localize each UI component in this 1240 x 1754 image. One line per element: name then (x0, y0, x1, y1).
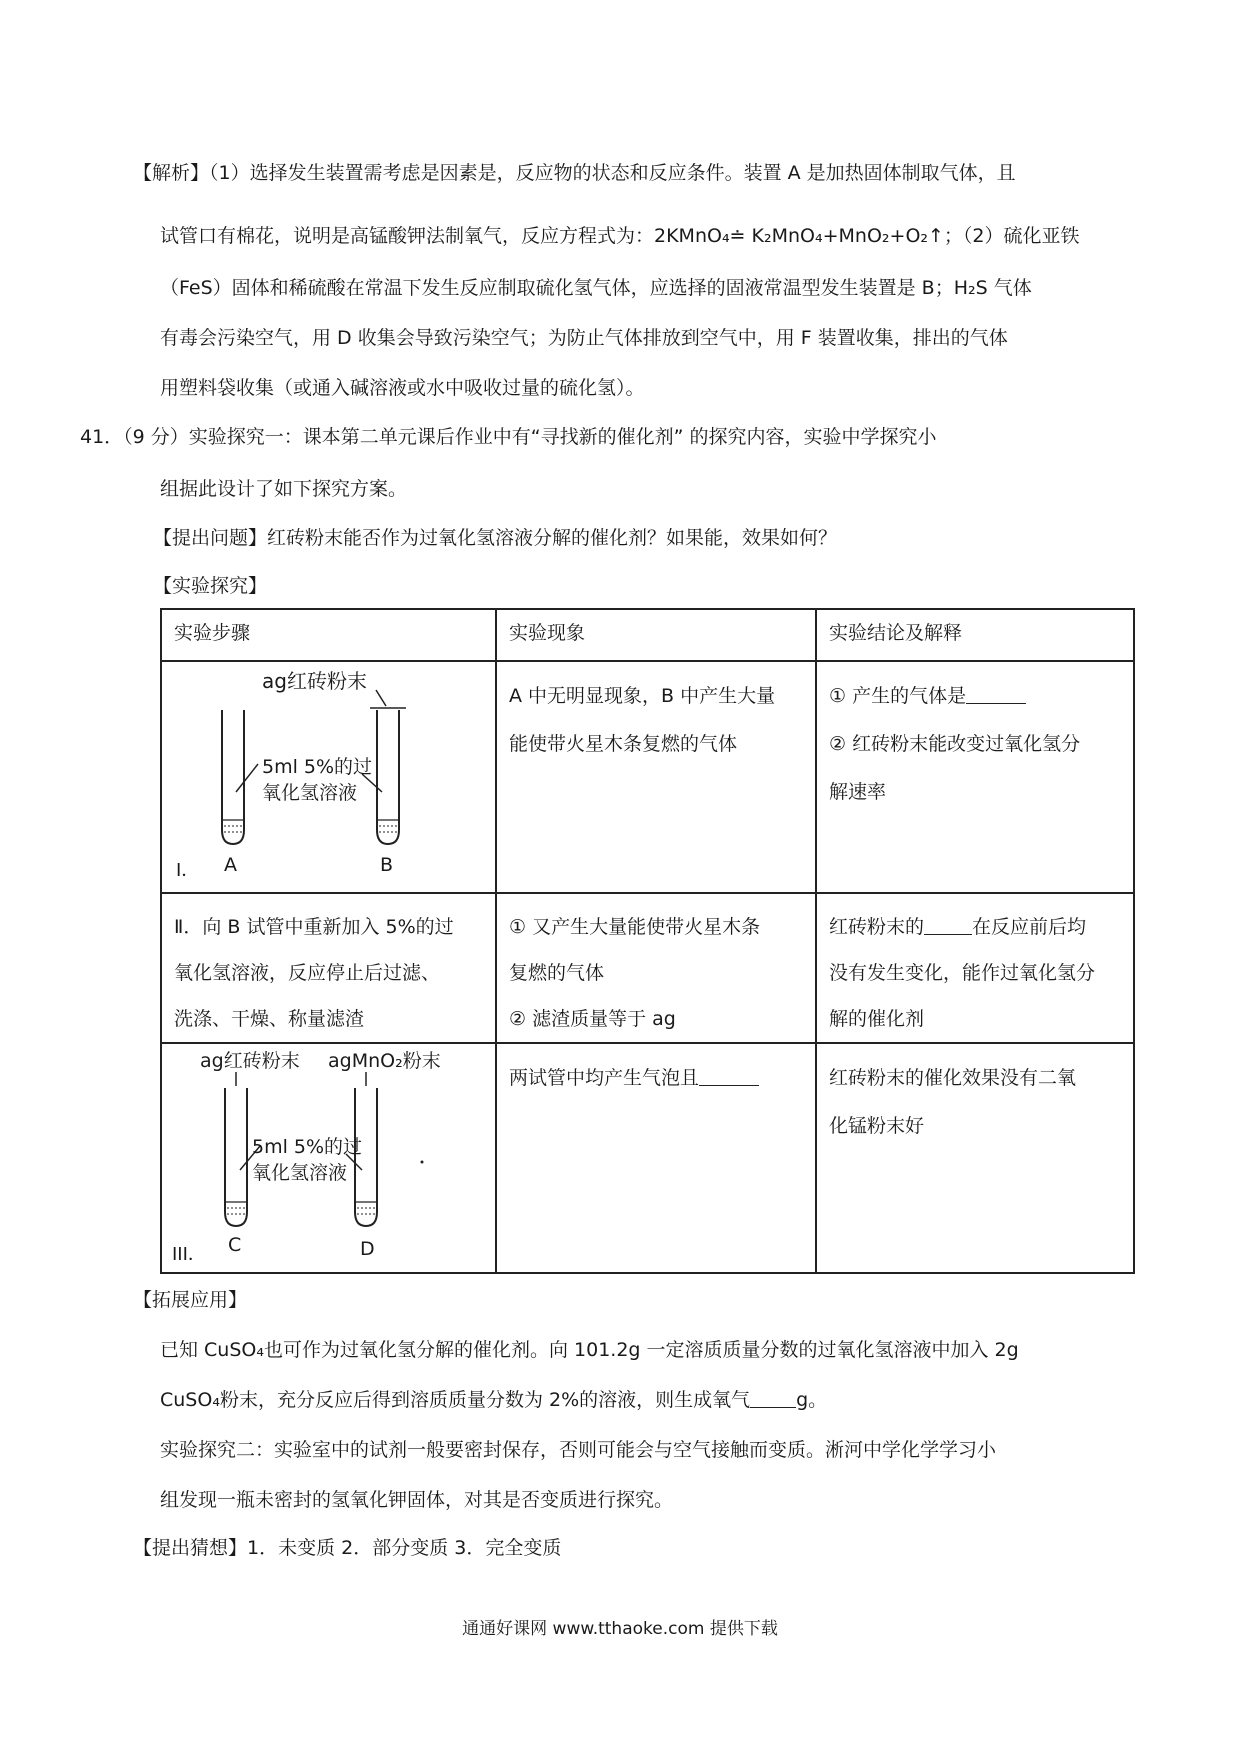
answer-blank-rate[interactable] (699, 1065, 759, 1086)
row3-phenomenon (496, 1043, 816, 1273)
row1-conclusion-line-1: ① 产生的气体是 (829, 672, 1123, 720)
tube-c-label: C (228, 1234, 242, 1256)
row3-conclusion-line-2: 化锰粉末好 (829, 1115, 925, 1137)
tube-d-label: D (360, 1238, 375, 1260)
row2-step (161, 893, 496, 1043)
solution-label-2: 氧化氢溶液 (262, 782, 358, 804)
row2-conclusion-line-2: 没有发生变化，能作过氧化氢分 (829, 962, 1096, 984)
extension-line-2: CuSO₄粉末，充分反应后得到溶质质量分数为 2%的溶液，则生成氧气 g。 (160, 1389, 828, 1411)
row3-step-figure (161, 1043, 496, 1273)
row1-phenomenon-line-2: 能使带火星木条复燃的气体 (509, 733, 738, 755)
analysis-line-2: 试管口有棉花，说明是高锰酸钾法制氧气，反应方程式为：2KMnO₄≐ K₂MnO₄+MnO₂+O₂↑；（2）硫化亚铁 (160, 225, 1080, 247)
row2-conclusion-line-3: 解的催化剂 (829, 1008, 925, 1030)
extension-line-4: 组发现一瓶未密封的氢氧化钾固体，对其是否变质进行探究。 (160, 1489, 674, 1511)
question-prompt: 【提出问题】红砖粉末能否作为过氧化氢溶液分解的催化剂？如果能，效果如何？ (153, 527, 838, 549)
question-41-line-2: 组据此设计了如下探究方案。 (160, 478, 408, 500)
answer-blank-oxygen[interactable] (750, 1387, 796, 1408)
tube-b-label: B (380, 854, 394, 876)
row2-phenomenon-line-3: ② 滤渣质量等于 ag (509, 1008, 676, 1030)
step-label-3: III． (172, 1244, 206, 1265)
experiment-table (160, 608, 1135, 1274)
row1-conclusion-line-3: 解速率 (829, 781, 887, 803)
analysis-line-3: （FeS）固体和稀硫酸在常温下发生反应制取硫化氢气体，应选择的固液常温型发生装置是 B；H₂S 气体 (160, 277, 1032, 299)
row2-conclusion-line-1: 红砖粉末的 在反应前后均 (829, 916, 1087, 938)
row2-conclusion (816, 893, 1134, 1043)
section-experiment: 【实验探究】 (153, 575, 268, 597)
solution-label-3: 5ml 5%的过 (252, 1136, 363, 1158)
extension-title: 【拓展应用】 (133, 1289, 248, 1311)
page-footer: 通通好课网 www.tthaoke.com 提供下载 (462, 1619, 778, 1639)
solution-label-1: 5ml 5%的过 (262, 756, 373, 778)
powder-label: ag红砖粉末 (262, 669, 367, 693)
powder-d-label: agMnO₂粉末 (328, 1050, 441, 1072)
powder-c-label: ag红砖粉末 (200, 1050, 300, 1072)
analysis-line-4: 有毒会污染空气，用 D 收集会导致污染空气；为防止气体排放到空气中，用 F 装置收集，排出的气体 (160, 327, 1008, 349)
row3-phenomenon-line-1: 两试管中均产生气泡且 (509, 1054, 805, 1102)
row1-conclusion (816, 661, 1134, 893)
row2-step-line-3: 洗涤、干燥、称量滤渣 (174, 1008, 365, 1030)
solution-label-4: 氧化氢溶液 (252, 1162, 348, 1184)
row3-conclusion-line-1: 红砖粉末的催化效果没有二氧 (829, 1067, 1077, 1089)
row2-step-line-1: Ⅱ．向 B 试管中重新加入 5%的过 (174, 916, 454, 938)
row1-step-figure (161, 661, 496, 893)
answer-blank-gas[interactable] (966, 683, 1026, 704)
row2-phenomenon-line-2: 复燃的气体 (509, 962, 605, 984)
row3-conclusion (816, 1043, 1134, 1273)
header-phenomenon: 实验现象 (496, 609, 816, 661)
row2-phenomenon (496, 893, 816, 1043)
step-label-1: I． (176, 860, 200, 881)
extension-line-3: 实验探究二：实验室中的试剂一般要密封保存，否则可能会与空气接触而变质。淅河中学化学学习小 (160, 1439, 997, 1461)
row1-phenomenon-line-1: A 中无明显现象，B 中产生大量 (509, 685, 776, 707)
header-step: 实验步骤 (161, 609, 496, 661)
tube-a-label: A (224, 854, 237, 876)
analysis-line-1: 【解析】（1）选择发生装置需考虑是因素是，反应物的状态和反应条件。装置 A 是加热固体制取气体，且 (133, 162, 1016, 184)
row2-step-line-2: 氧化氢溶液，反应停止后过滤、 (174, 962, 441, 984)
answer-blank-property[interactable] (924, 914, 972, 935)
header-conclusion: 实验结论及解释 (816, 609, 1134, 661)
question-41-line-1: 41．（9 分）实验探究一：课本第二单元课后作业中有“寻找新的催化剂” 的探究内容，实验中学探究小 (80, 426, 937, 448)
analysis-line-5: 用塑料袋收集（或通入碱溶液或水中吸收过量的硫化氢）。 (160, 377, 645, 399)
hypothesis-line: 【提出猜想】1．未变质 2．部分变质 3．完全变质 (133, 1537, 562, 1559)
row1-conclusion-line-2: ② 红砖粉末能改变过氧化氢分 (829, 733, 1081, 755)
extension-line-1: 已知 CuSO₄也可作为过氧化氢分解的催化剂。向 101.2g 一定溶质质量分数的过氧化氢溶液中加入 2g (160, 1339, 1019, 1361)
row2-phenomenon-line-1: ① 又产生大量能使带火星木条 (509, 916, 761, 938)
row1-phenomenon (496, 661, 816, 893)
